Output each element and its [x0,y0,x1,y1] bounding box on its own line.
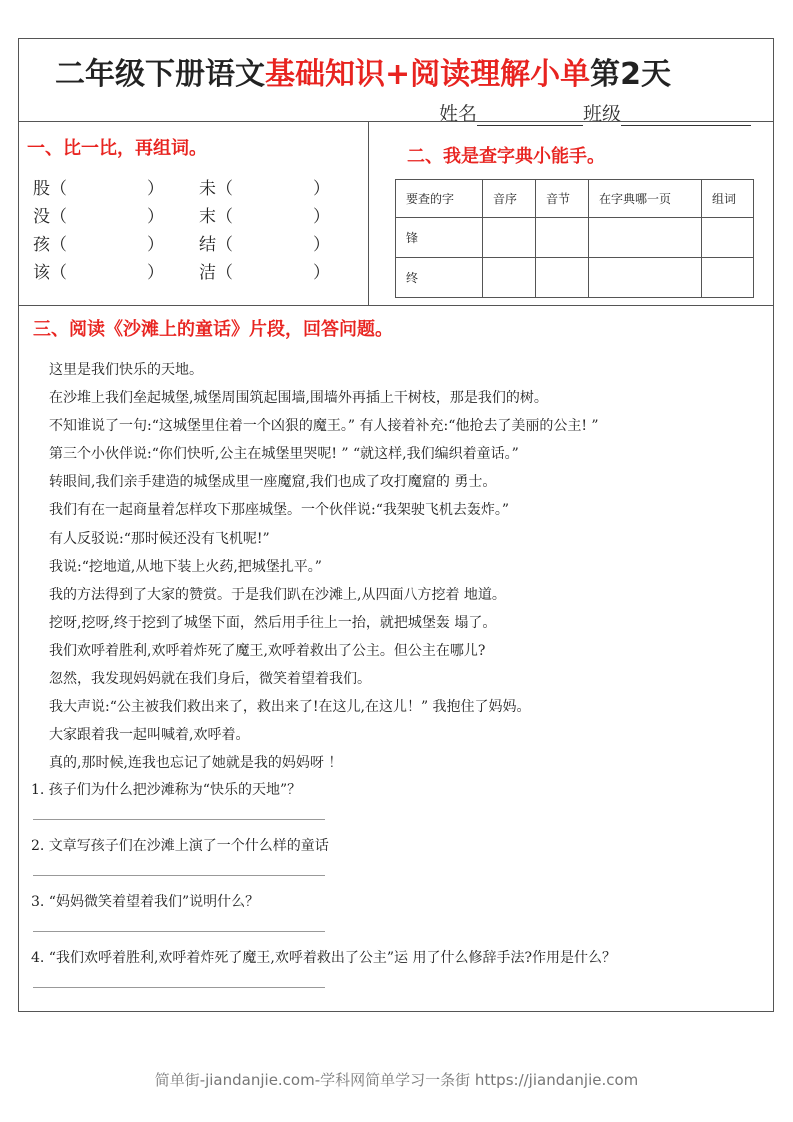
name-blank[interactable] [477,107,583,126]
passage-paragraph: 在沙堆上我们垒起城堡,城堡周围筑起围墙,围墙外再插上干树枝，那是我们的树。 [49,390,548,407]
answer-cell[interactable] [536,218,589,258]
name-label: 姓名 [439,103,478,125]
answer-line[interactable] [33,875,325,876]
header-cell: 音序 [483,180,536,218]
table-header-row [396,180,754,218]
char-right: 洁（ [199,263,233,283]
question-item [31,777,771,833]
answer-cell[interactable] [483,218,536,258]
dictionary-table [395,179,754,298]
passage-paragraph: 挖呀,挖呀,终于挖到了城堡下面，然后用手往上一抬，就把城堡轰 塌了。 [49,614,497,631]
passage-paragraph: 我的方法得到了大家的赞赏。于是我们趴在沙滩上,从四面八方挖着 地道。 [49,586,506,603]
question-list [31,777,771,1001]
paren-close: ） [313,263,330,283]
page-footer: 简单街-jiandanjie.com-学科网简单学习一条街 https://jiandanjie.com [154,1071,639,1089]
lookup-char: 终 [396,258,483,298]
divider-vertical [368,121,369,305]
question-text: 1. 孩子们为什么把沙滩称为“快乐的天地”？ [31,782,302,798]
paren-close: ） [313,207,330,227]
answer-line[interactable] [33,987,325,988]
table-row [396,218,754,258]
passage-paragraph: 大家跟着我一起叫喊着,欢呼着。 [49,727,250,744]
char-left: 没（ [33,207,67,227]
answer-cell[interactable] [589,258,702,298]
char-left: 该（ [33,263,67,283]
passage-paragraph: 转眼间,我们亲手建造的城堡成里一座魔窟,我们也成了攻打魔窟的 勇士。 [49,474,497,491]
answer-cell[interactable] [483,258,536,298]
question-item [31,833,771,889]
question-item [31,889,771,945]
question-item [31,945,771,1001]
paren-close: ） [147,235,164,255]
title-highlight: 基础知识+阅读理解小单 [265,57,591,92]
passage-paragraph: 我们欢呼着胜利,欢呼着炸死了魔王,欢呼着救出了公主。但公主在哪儿? [49,642,486,659]
class-label: 班级 [583,103,622,125]
char-left: 孩（ [33,235,67,255]
title-prefix: 二年级下册语文 [55,57,265,92]
passage-paragraph: 不知谁说了一句:“这城堡里住着一个凶狠的魔王。” 有人接着补充:“他抢去了美丽的公主! ” [49,418,599,435]
divider-section3 [19,305,773,306]
reading-passage [49,356,769,777]
char-right: 结（ [199,235,233,255]
char-left: 股（ [33,179,67,199]
passage-paragraph: 第三个小伙伴说:“你们快听,公主在城堡里哭呢! ” “就这样,我们编织着童话。” [49,446,519,463]
table-row [396,258,754,298]
paren-close: ） [313,235,330,255]
passage-paragraph: 有人反驳说:“那时候还没有飞机呢!” [49,530,270,547]
lookup-char: 锋 [396,218,483,258]
paren-close: ） [147,263,164,283]
answer-line[interactable] [33,931,325,932]
question-text: 3. “妈妈微笑着望着我们”说明什么？ [31,894,260,910]
title-suffix: 第2天 [590,57,672,92]
passage-paragraph: 这里是我们快乐的天地。 [49,362,203,378]
char-right: 未（ [199,179,233,199]
paren-close: ） [147,207,164,227]
answer-cell[interactable] [536,258,589,298]
worksheet [18,38,774,1012]
header-cell: 组词 [702,180,754,218]
page-title [55,49,671,93]
passage-paragraph: 我们有在一起商量着怎样攻下那座城堡。一个伙伴说:“我架驶飞机去轰炸。” [49,502,510,519]
class-blank[interactable] [621,107,751,126]
header-cell: 要查的字 [396,180,483,218]
header-cell: 在字典哪一页 [589,180,702,218]
section1-heading: 一、比一比，再组词。 [27,138,207,159]
question-text: 2. 文章写孩子们在沙滩上演了一个什么样的童话 [31,838,329,854]
answer-cell[interactable] [702,218,754,258]
question-text: 4. “我们欢呼着胜利,欢呼着炸死了魔王,欢呼着救出了公主”运 用了什么修辞手法?作用是什么？ [31,950,616,966]
header-cell: 音节 [536,180,589,218]
answer-cell[interactable] [589,218,702,258]
answer-cell[interactable] [702,258,754,298]
passage-paragraph: 真的,那时候,连我也忘记了她就是我的妈妈呀 ！ [49,755,343,772]
paren-close: ） [313,179,330,199]
answer-line[interactable] [33,819,325,820]
passage-paragraph: 我大声说:“公主被我们救出来了，救出来了!在这儿,在这儿！” 我抱住了妈妈。 [49,699,531,716]
paren-close: ） [147,179,164,199]
section3-heading: 三、阅读《沙滩上的童话》片段，回答问题。 [33,319,393,340]
char-right: 末（ [199,207,233,227]
passage-paragraph: 忽然，我发现妈妈就在我们身后，微笑着望着我们。 [49,671,371,688]
passage-paragraph: 我说:“挖地道,从地下装上火药,把城堡扎平。” [49,558,322,575]
section2-heading: 二、我是查字典小能手。 [407,146,605,167]
divider-header [19,121,773,122]
